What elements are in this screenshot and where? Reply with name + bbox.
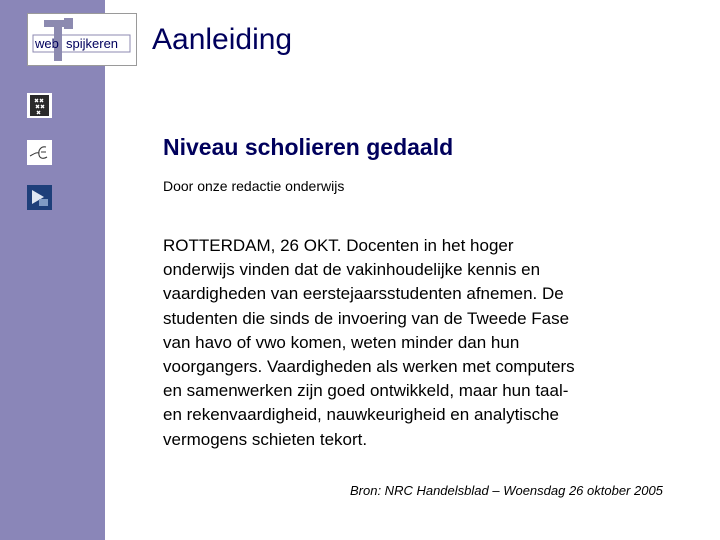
article-line: studenten die sinds de invoering van de Tweede Fase: [163, 308, 570, 328]
article-line: voorgangers. Vaardigheden als werken met computers: [163, 357, 575, 377]
logo-left-text: web: [35, 36, 59, 51]
logo-right-text: spijkeren: [66, 36, 119, 51]
university-crest-icon: [27, 93, 52, 118]
arrow-logo-icon: [27, 185, 52, 210]
article-line: en samenwerken zijn goed ontwikkeld, maar hun taal-: [163, 381, 569, 401]
source-citation: Bron: NRC Handelsblad – Woensdag 26 oktober 2005: [350, 483, 663, 498]
webspijkeren-logo: [27, 13, 137, 66]
signature-logo-icon: [27, 140, 52, 165]
sidebar: [0, 0, 105, 540]
article-line: vaardigheden van eerstejaarsstudenten afnemen. De: [163, 284, 564, 304]
slide-title: Aanleiding: [152, 23, 293, 56]
article-line: en rekenvaardigheid, nauwkeurigheid en analytische: [163, 405, 559, 425]
article-line: vermogens schieten tekort.: [163, 429, 368, 449]
article-body: [163, 234, 703, 452]
article-line: van havo of vwo komen, weten minder dan hun: [163, 332, 520, 352]
hammer-logo-icon: [28, 14, 138, 67]
article-byline: Door onze redactie onderwijs: [163, 178, 345, 194]
article-line: onderwijs vinden dat de vakinhoudelijke kennis en: [163, 260, 541, 280]
article-line: ROTTERDAM, 26 OKT. Docenten in het hoger: [163, 236, 514, 255]
article-heading: Niveau scholieren gedaald: [163, 134, 454, 160]
